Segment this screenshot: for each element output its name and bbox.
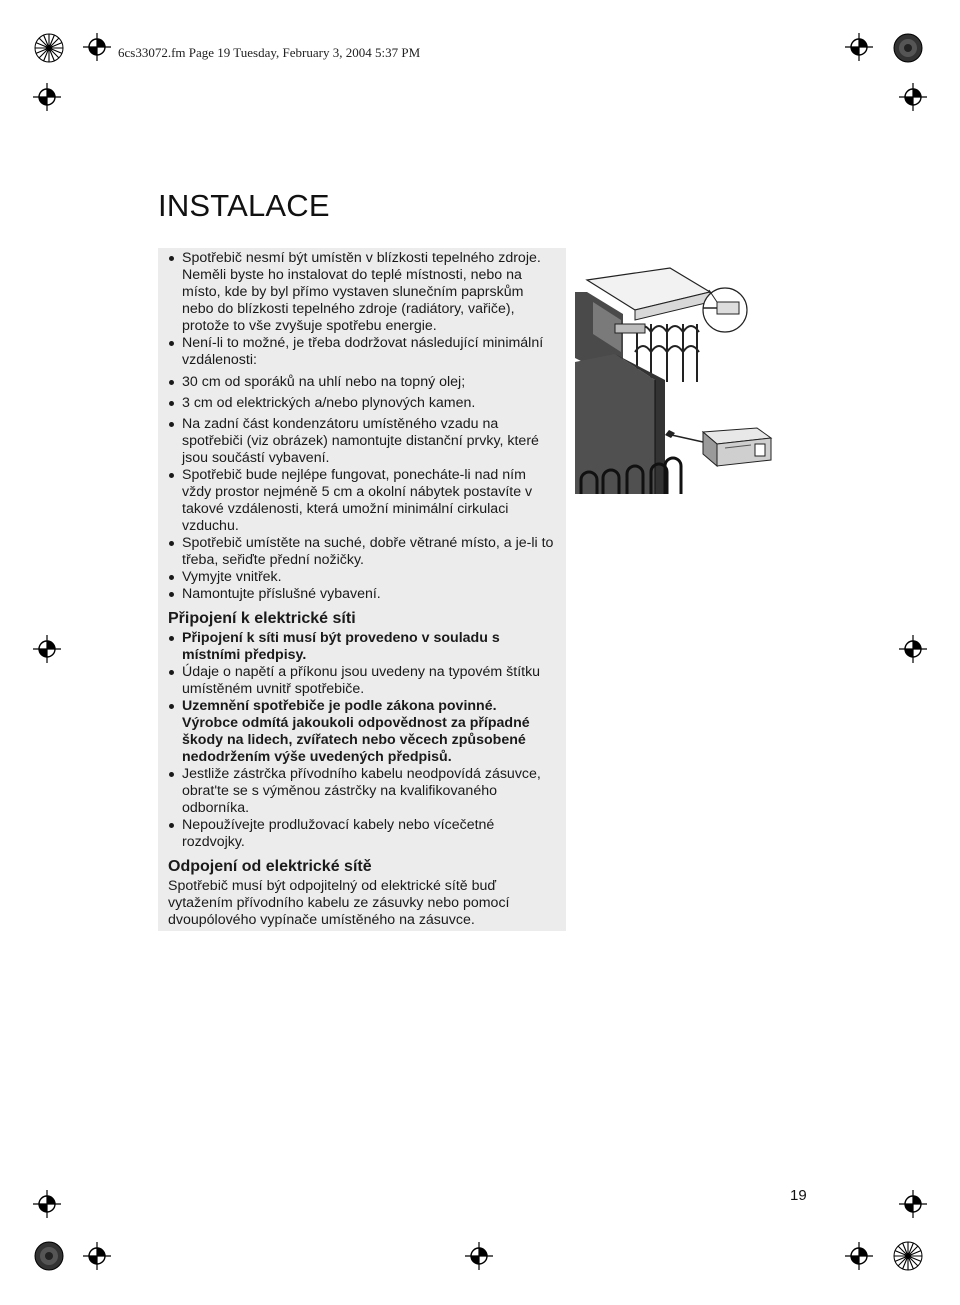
page-number: 19: [790, 1187, 807, 1204]
registration-mark-icon: [33, 83, 61, 111]
starburst-mark-icon: [893, 33, 923, 63]
list-item: Spotřebič umístěte na suché, dobře větrané místo, a je-li to třeba, seřiďte přední nožičky.: [168, 535, 556, 569]
registration-mark-icon: [899, 635, 927, 663]
condenser-spacer-illustration: [575, 262, 805, 494]
list-item: Spotřebič bude nejlépe fungovat, ponecháte-li nad ním vždy prostor nejméně 5 cm a okolní nábytek postavíte v takové vzdálenosti, která umožní minimální cirkulaci vzduchu.: [168, 467, 556, 535]
section-heading-disconnect: Odpojení od elektrické sítě: [168, 858, 372, 875]
registration-mark-icon: [465, 1242, 493, 1270]
list-item: Na zadní část kondenzátoru umístěného vzadu na spotřebiči (viz obrázek) namontujte distanční prvky, které jsou součástí vybavení.: [168, 416, 556, 467]
list-item: Není-li to možné, je třeba dodržovat následující minimální vzdálenosti:: [168, 335, 556, 369]
list-item: Připojení k síti musí být provedeno v souladu s místními předpisy.: [168, 630, 556, 664]
starburst-mark-icon: [34, 1241, 64, 1271]
print-header: 6cs33072.fm Page 19 Tuesday, February 3, 2004 5:37 PM: [118, 45, 421, 60]
disconnect-paragraph: Spotřebič musí být odpojitelný od elektrické sítě buď vytažením přívodního kabelu ze zásuvky nebo pomocí dvoupólového vypínače umístěného na zásuvce.: [168, 878, 510, 928]
list-item: 30 cm od sporáků na uhlí nebo na topný olej;: [168, 374, 556, 391]
registration-mark-icon: [845, 33, 873, 61]
registration-mark-icon: [83, 33, 111, 61]
list-item: Údaje o napětí a příkonu jsou uvedeny na typovém štítku umístěném uvnitř spotřebiče.: [168, 664, 556, 698]
registration-mark-icon: [33, 635, 61, 663]
list-item: 3 cm od elektrických a/nebo plynových kamen.: [168, 395, 556, 412]
list-item: Jestliže zástrčka přívodního kabelu neodpovídá zásuvce, obrat'te se s výměnou zástrčky na kvalifikovaného odborníka.: [168, 766, 556, 817]
electrical-list: [168, 630, 556, 851]
distance-list: [168, 374, 556, 412]
page-title: INSTALACE: [158, 188, 330, 223]
list-item: Nepoužívejte prodlužovací kabely nebo vícečetné rozdvojky.: [168, 817, 556, 851]
list-item: Spotřebič nesmí být umístěn v blízkosti tepelného zdroje. Neměli byste ho instalovat do teplé místnosti, nebo na místo, kde by byl přímo vystaven slunečním paprskům nebo do blízkosti tepelného zdroje (radiátory, vařiče), protože to vše zvyšuje spotřebu energie.: [168, 250, 556, 335]
registration-mark-icon: [83, 1242, 111, 1270]
placement-list: [168, 250, 556, 369]
registration-mark-icon: [845, 1242, 873, 1270]
list-item: Uzemnění spotřebiče je podle zákona povinné. Výrobce odmítá jakoukoli odpovědnost za případné škody na lidech, zvířatech nebo věcech způsobené nedodržením výše uvedených předpisů.: [168, 698, 556, 766]
registration-mark-icon: [899, 1190, 927, 1218]
registration-mark-icon: [33, 1190, 61, 1218]
content-panel: [158, 248, 566, 931]
list-item: Namontujte příslušné vybavení.: [168, 586, 556, 603]
registration-mark-icon: [899, 83, 927, 111]
section-heading-electrical: Připojení k elektrické síti: [168, 610, 356, 627]
placement-list-continued: [168, 416, 556, 603]
starburst-mark-icon: [34, 33, 64, 63]
starburst-mark-icon: [893, 1241, 923, 1271]
list-item: Vymyjte vnitřek.: [168, 569, 556, 586]
